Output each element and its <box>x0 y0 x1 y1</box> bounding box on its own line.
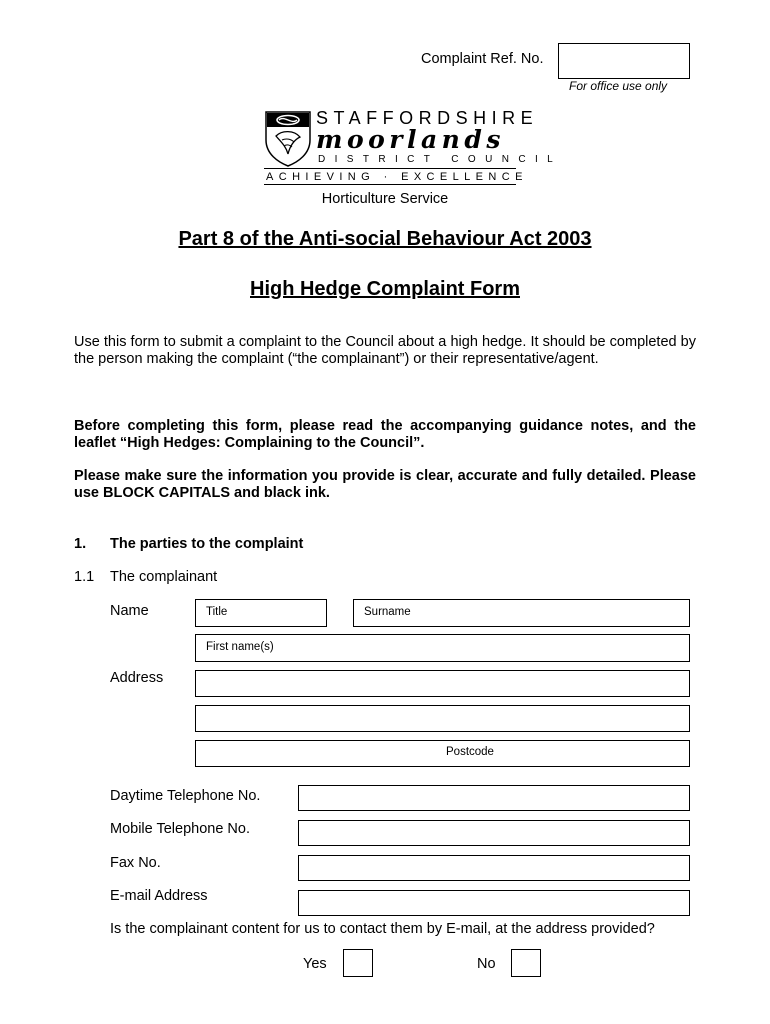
title-input[interactable] <box>195 599 327 627</box>
complaint-ref-input[interactable] <box>558 43 690 79</box>
council-logo <box>264 108 563 188</box>
block-capitals-paragraph: Please make sure the information you provide is clear, accurate and fully detailed. Please use BLOCK CAPITALS and black ink. <box>74 468 696 501</box>
logo-line1: STAFFORDSHIRE <box>316 108 539 128</box>
logo-tagline: ACHIEVING · EXCELLENCE <box>266 171 528 183</box>
address-line2-input[interactable] <box>195 705 690 732</box>
logo-divider <box>264 168 516 169</box>
section-heading: The parties to the complaint <box>110 536 304 552</box>
guidance-paragraph: Before completing this form, please read the accompanying guidance notes, and the leaflet “High Hedges: Complaining to the Council”. <box>74 418 696 451</box>
daytime-telephone-input[interactable] <box>298 785 690 811</box>
act-title: Part 8 of the Anti-social Behaviour Act 2003 <box>178 228 592 250</box>
logo-divider-bottom <box>264 184 516 185</box>
complaint-ref-label: Complaint Ref. No. <box>421 51 544 67</box>
service-name: Horticulture Service <box>321 191 449 207</box>
subsection-number: 1.1 <box>74 569 95 585</box>
mobile-telephone-label: Mobile Telephone No. <box>110 821 250 837</box>
fax-label: Fax No. <box>110 855 161 871</box>
intro-paragraph: Use this form to submit a complaint to the Council about a high hedge. It should be completed by the person making the complaint (“the complainant”) or their representative/agent. <box>74 334 696 367</box>
address-label: Address <box>110 670 164 686</box>
office-use-note: For office use only <box>569 79 668 93</box>
daytime-telephone-label: Daytime Telephone No. <box>110 788 261 804</box>
title-field-label: Title <box>206 606 228 618</box>
logo-line3: DISTRICT COUNCIL <box>318 154 563 165</box>
yes-label: Yes <box>303 956 327 972</box>
email-contact-question: Is the complainant content for us to contact them by E-mail, at the address provided? <box>110 921 655 937</box>
no-label: No <box>477 956 496 972</box>
name-label: Name <box>110 603 149 619</box>
postcode-field-label: Postcode <box>446 746 494 758</box>
subsection-heading: The complainant <box>110 569 218 585</box>
email-label: E-mail Address <box>110 888 208 904</box>
mobile-telephone-input[interactable] <box>298 820 690 846</box>
first-names-field-label: First name(s) <box>206 641 274 653</box>
address-line3-input[interactable] <box>195 740 690 767</box>
form-title: High Hedge Complaint Form <box>250 278 520 300</box>
address-line1-input[interactable] <box>195 670 690 697</box>
no-checkbox[interactable] <box>511 949 541 977</box>
first-names-input[interactable] <box>195 634 690 662</box>
council-crest-icon <box>264 110 312 168</box>
fax-input[interactable] <box>298 855 690 881</box>
email-input[interactable] <box>298 890 690 916</box>
yes-checkbox[interactable] <box>343 949 373 977</box>
section-number: 1. <box>74 536 87 552</box>
logo-line2: moorlands <box>316 125 505 154</box>
surname-input[interactable] <box>353 599 690 627</box>
surname-field-label: Surname <box>364 606 411 618</box>
